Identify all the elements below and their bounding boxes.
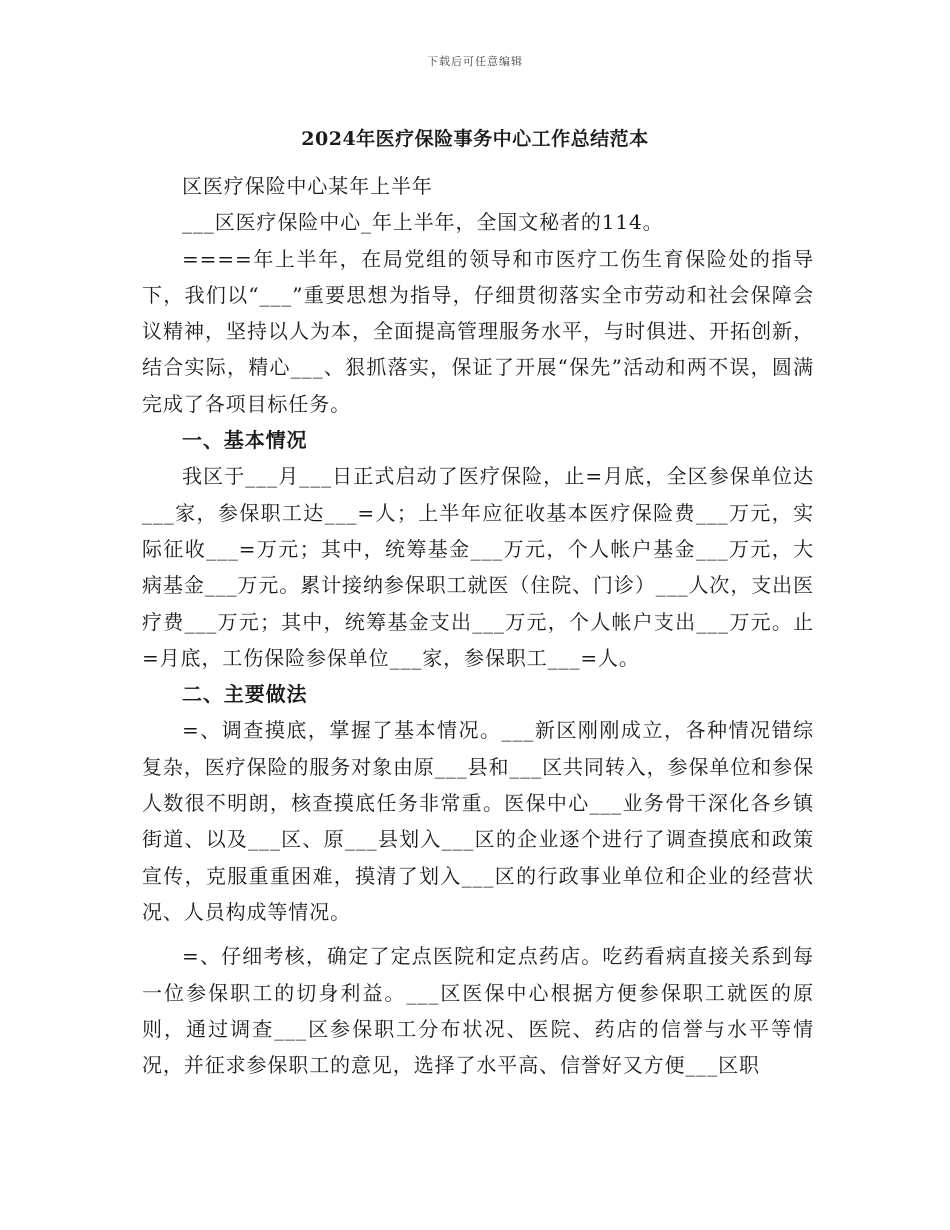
paragraph-intro: ___区医疗保险中心_年上半年，全国文秘者的114。	[182, 210, 664, 235]
paragraph-basic-situation: 我区于___月___日正式启动了医疗保险，止=月底，全区参保单位达___家，参保职工达___=人；上半年应征收基本医疗保险费___万元，实际征收___=万元；其中，统筹基金___万元，个人帐户基金___万元，大病基金___万元。累计接纳参保职工就医（住院、门诊）___人次，支出医疗费___万元；其中，统筹基金支出___万元，个人帐户支出___万元。止=月底，工伤保险参保单位___家，参保职工___=人。	[142, 464, 814, 670]
document-body	[142, 168, 814, 1083]
paragraph-overview: ====年上半年，在局党组的领导和市医疗工伤生育保险处的指导下，我们以“___”重要思想为指导，仔细贯彻落实全市劳动和社会保障会议精神，坚持以人为本，全面提高管理服务水平，与时俱进、开拓创新，结合实际，精心___、狠抓落实，保证了开展“保先”活动和两不误，圆满完成了各项目标任务。	[142, 246, 814, 416]
section-heading-basic-situation: 一、基本情况	[182, 428, 308, 453]
paragraph-subtitle: 区医疗保险中心某年上半年	[182, 174, 433, 198]
section-heading-main-practices: 二、主要做法	[182, 682, 308, 707]
paragraph-assessment: =、仔细考核，确定了定点医院和定点药店。吃药看病直接关系到每一位参保职工的切身利益。___区医保中心根据方便参保职工就医的原则，通过调查___区参保职工分布状况、医院、药店的信誉与水平等情况，并征求参保职工的意见，选择了水平高、信誉好又方便___区职	[142, 944, 814, 1078]
page-header-note: 下载后可任意编辑	[427, 55, 523, 68]
document-title: 2024年医疗保险事务中心工作总结范本	[301, 128, 649, 150]
paragraph-survey: =、调查摸底，掌握了基本情况。___新区刚刚成立，各种情况错综复杂，医疗保险的服务对象由原___县和___区共同转入，参保单位和参保人数很不明朗，核查摸底任务非常重。医保中心___业务骨干深化各乡镇街道、以及___区、原___县划入___区的企业逐个进行了调查摸底和政策宣传，克服重重困难，摸清了划入___区的行政事业单位和企业的经营状况、人员构成等情况。	[142, 718, 814, 924]
